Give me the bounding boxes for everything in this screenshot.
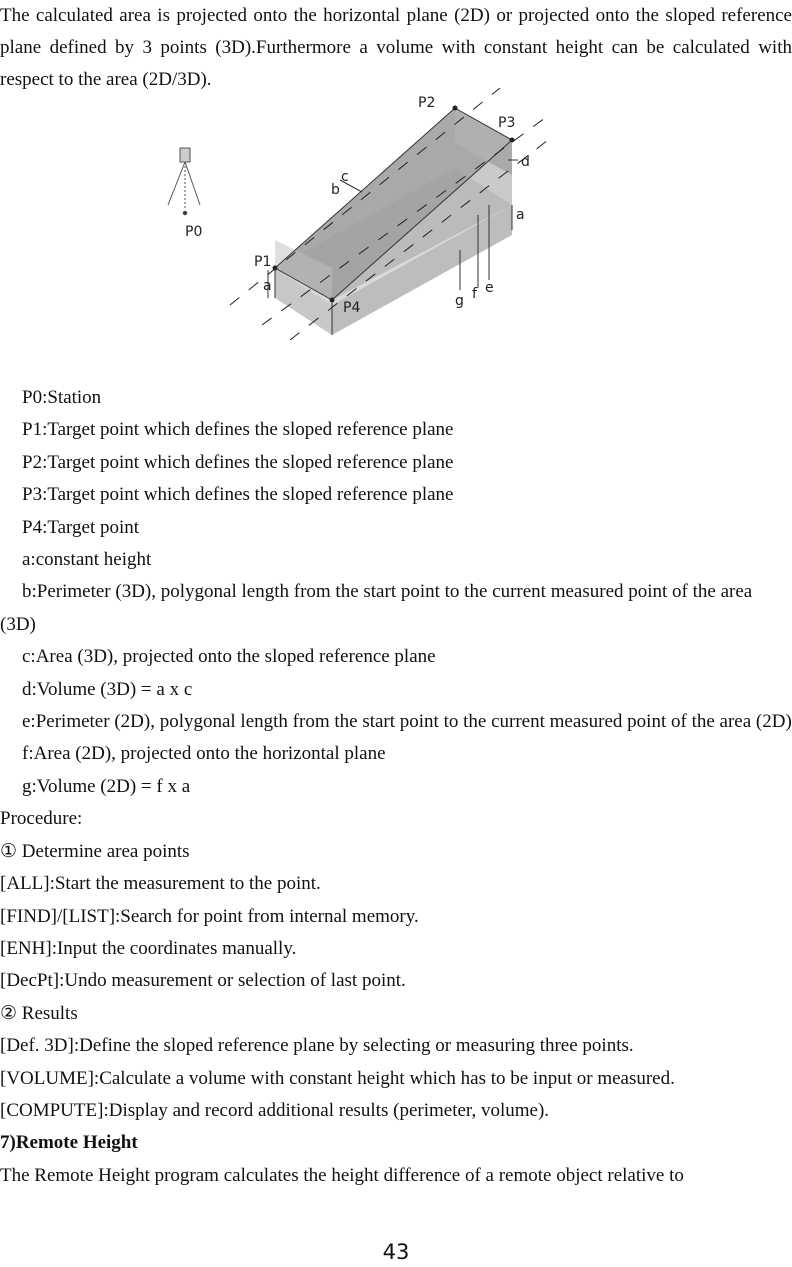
section-heading: 7)Remote Height xyxy=(0,1132,138,1154)
legend-item: P2:Target point which defines the sloped reference plane xyxy=(22,451,454,473)
legend-item: P3:Target point which defines the sloped reference plane xyxy=(22,484,454,506)
area-volume-diagram xyxy=(160,88,560,348)
procedure-item: [DecPt]:Undo measurement or selection of last point. xyxy=(0,970,406,992)
procedure-item: [Def. 3D]:Define the sloped reference plane by selecting or measuring three points. xyxy=(0,1035,634,1057)
label-f: f xyxy=(472,286,477,302)
legend-item: a:constant height xyxy=(22,549,152,571)
legend-item: P1:Target point which defines the sloped reference plane xyxy=(22,419,454,441)
legend-item: b:Perimeter (3D), polygonal length from the start point to the current measured point of the area (3D) xyxy=(0,581,753,635)
procedure-item: [VOLUME]:Calculate a volume with constant height which has to be input or measured. xyxy=(0,1067,675,1089)
procedure-item: [ALL]:Start the measurement to the point. xyxy=(0,873,321,895)
label-b: b xyxy=(331,182,340,198)
procedure-item: [COMPUTE]:Display and record additional results (perimeter, volume). xyxy=(0,1099,550,1121)
label-c: c xyxy=(341,169,349,185)
legend-item: e:Perimeter (2D), polygonal length from the start point to the current measured point of the area (2D) xyxy=(22,711,792,733)
legend-item: c:Area (3D), projected onto the sloped reference plane xyxy=(22,646,436,668)
label-p4: P4 xyxy=(343,300,361,316)
procedure-step-1: ① Determine area points xyxy=(0,840,190,862)
label-d: d xyxy=(521,154,530,170)
procedure-title: Procedure: xyxy=(0,808,83,830)
legend-item: g:Volume (2D) = f x a xyxy=(22,775,191,797)
page-number: 43 xyxy=(382,1240,410,1264)
legend-item: P4:Target point xyxy=(22,516,140,538)
section-text: The Remote Height program calculates the height difference of a remote object relative to xyxy=(0,1164,684,1186)
procedure-item: [ENH]:Input the coordinates manually. xyxy=(0,937,297,959)
intro-paragraph: The calculated area is projected onto the horizontal plane (2D) or projected onto the sloped reference plane defined by 3 points (3D).Furthermore a volume with constant height can be calculated with respect to the area (2D/3D). xyxy=(0,5,792,90)
label-e: e xyxy=(485,280,494,296)
figure-legend xyxy=(0,382,792,1192)
label-p3: P3 xyxy=(498,115,516,131)
legend-item: P0:Station xyxy=(22,387,102,408)
label-p2: P2 xyxy=(418,95,436,111)
label-g: g xyxy=(455,293,464,309)
label-p0: P0 xyxy=(185,224,203,240)
procedure-item: [FIND]/[LIST]:Search for point from internal memory. xyxy=(0,905,419,927)
procedure-step-2: ② Results xyxy=(0,1002,78,1024)
label-a-left: a xyxy=(263,278,272,294)
legend-item: d:Volume (3D) = a x c xyxy=(22,678,193,700)
label-p1: P1 xyxy=(254,254,272,270)
station-icon xyxy=(168,148,200,215)
label-a-right: a xyxy=(516,207,525,223)
legend-item: f:Area (2D), projected onto the horizontal plane xyxy=(22,743,386,765)
